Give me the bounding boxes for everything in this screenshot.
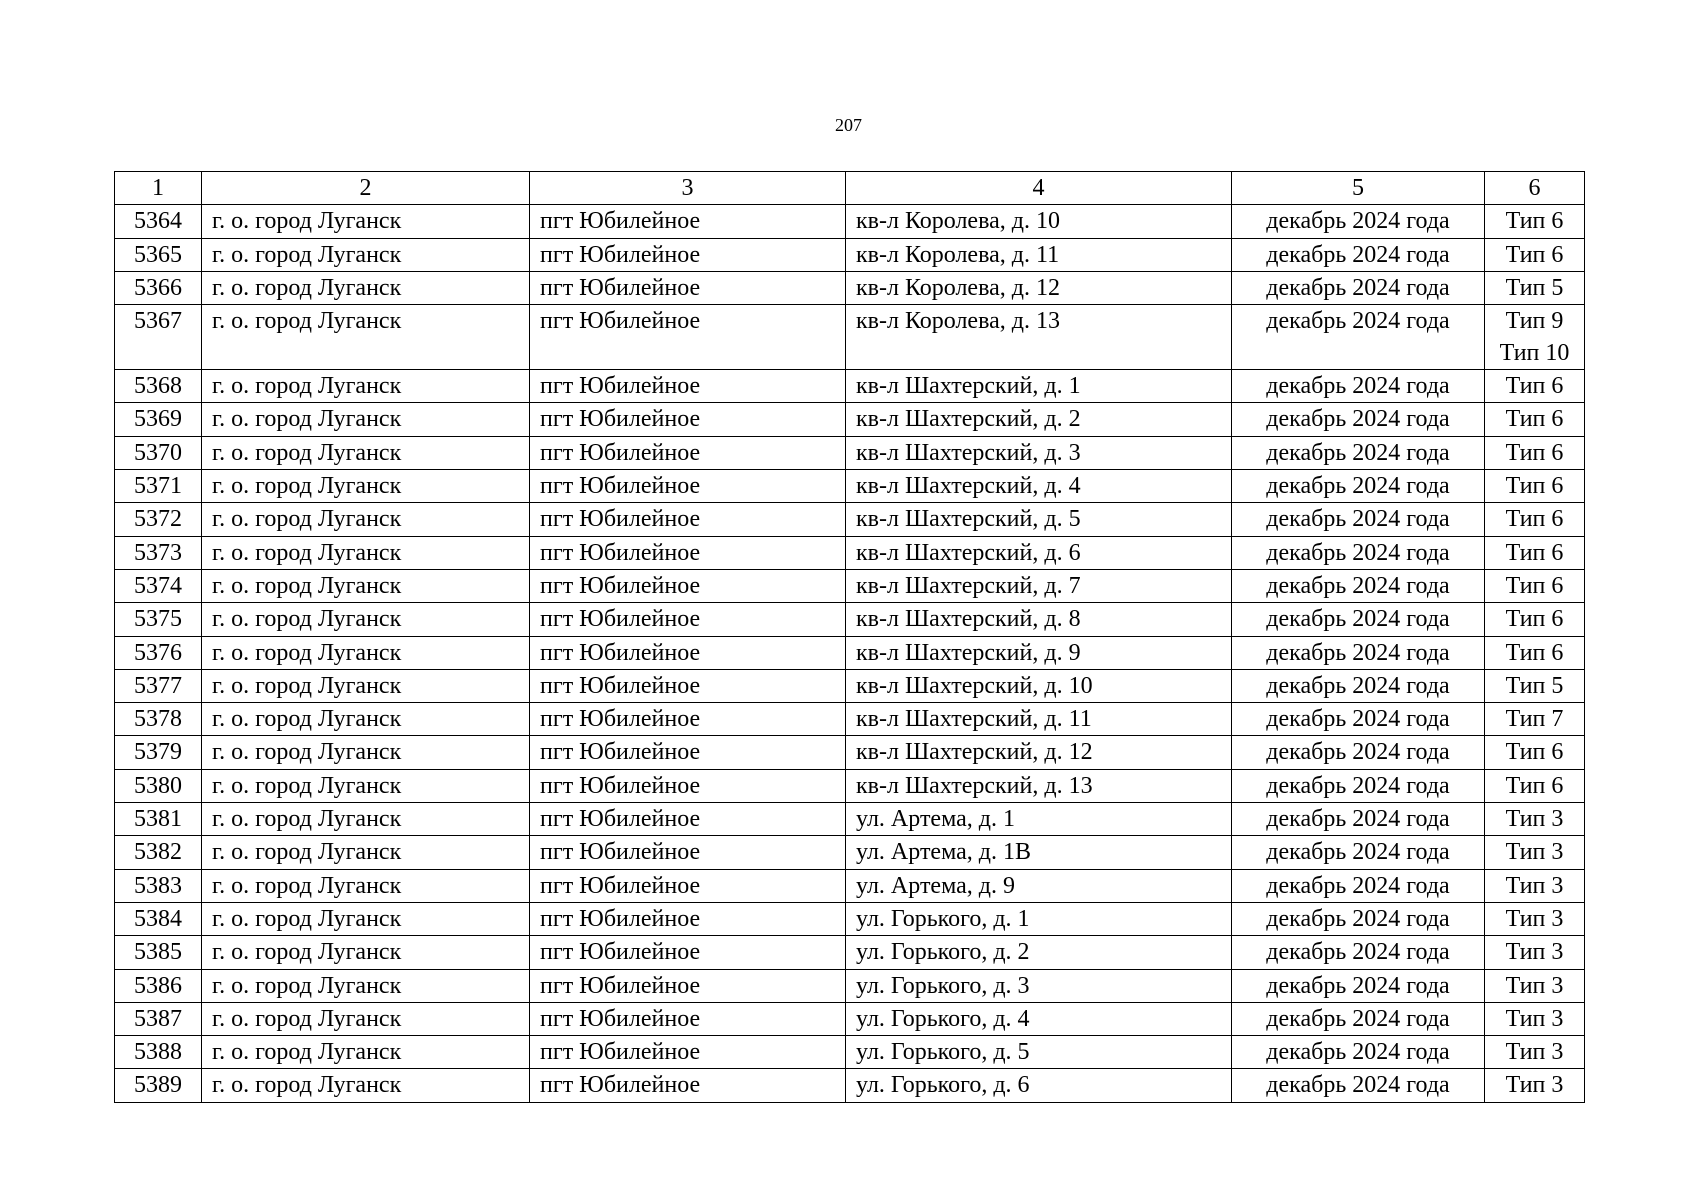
date-cell: декабрь 2024 года: [1232, 569, 1485, 602]
locality-cell: пгт Юбилейное: [530, 536, 846, 569]
table-row: [115, 1036, 1585, 1069]
type-label: Тип 5: [1505, 274, 1564, 301]
district-cell: г. о. город Луганск: [202, 436, 530, 469]
date-cell: декабрь 2024 года: [1232, 603, 1485, 636]
locality-cell: пгт Юбилейное: [530, 703, 846, 736]
address-cell: кв-л Шахтерский, д. 5: [846, 503, 1232, 536]
district-cell: г. о. город Луганск: [202, 305, 530, 370]
locality-cell: пгт Юбилейное: [530, 869, 846, 902]
row-number-cell: 5389: [115, 1069, 202, 1102]
locality-cell: пгт Юбилейное: [530, 803, 846, 836]
table-row: [115, 736, 1585, 769]
table-row: [115, 503, 1585, 536]
type-cell: [1485, 403, 1585, 436]
table-row: [115, 769, 1585, 802]
row-number-cell: 5386: [115, 969, 202, 1002]
type-cell: [1485, 238, 1585, 271]
locality-cell: пгт Юбилейное: [530, 636, 846, 669]
row-number-cell: 5385: [115, 936, 202, 969]
row-number-cell: 5380: [115, 769, 202, 802]
district-cell: г. о. город Луганск: [202, 603, 530, 636]
locality-cell: пгт Юбилейное: [530, 503, 846, 536]
column-header-6: 6: [1485, 172, 1585, 205]
locality-cell: пгт Юбилейное: [530, 969, 846, 1002]
address-cell: ул. Горького, д. 6: [846, 1069, 1232, 1102]
district-cell: г. о. город Луганск: [202, 769, 530, 802]
table-row: [115, 470, 1585, 503]
table-row: [115, 238, 1585, 271]
date-cell: декабрь 2024 года: [1232, 636, 1485, 669]
district-cell: г. о. город Луганск: [202, 271, 530, 304]
date-cell: декабрь 2024 года: [1232, 305, 1485, 370]
table-row: [115, 936, 1585, 969]
type-cell: [1485, 436, 1585, 469]
table-body: [115, 205, 1585, 1102]
district-cell: г. о. город Луганск: [202, 370, 530, 403]
type-cell: [1485, 536, 1585, 569]
table-row: [115, 569, 1585, 602]
row-number-cell: 5371: [115, 470, 202, 503]
locality-cell: пгт Юбилейное: [530, 669, 846, 702]
row-number-cell: 5373: [115, 536, 202, 569]
address-cell: ул. Горького, д. 3: [846, 969, 1232, 1002]
type-label: Тип 3: [1505, 839, 1564, 866]
type-label: Тип 6: [1505, 506, 1564, 533]
type-label: Тип 6: [1505, 373, 1564, 400]
district-cell: г. о. город Луганск: [202, 569, 530, 602]
type-cell: [1485, 769, 1585, 802]
row-number-cell: 5365: [115, 238, 202, 271]
district-cell: г. о. город Луганск: [202, 1002, 530, 1035]
locality-cell: пгт Юбилейное: [530, 736, 846, 769]
type-cell: [1485, 1069, 1585, 1102]
address-cell: кв-л Шахтерский, д. 9: [846, 636, 1232, 669]
type-cell: [1485, 305, 1585, 370]
district-cell: г. о. город Луганск: [202, 803, 530, 836]
locality-cell: пгт Юбилейное: [530, 1002, 846, 1035]
date-cell: декабрь 2024 года: [1232, 503, 1485, 536]
address-cell: ул. Горького, д. 2: [846, 936, 1232, 969]
table-row: [115, 969, 1585, 1002]
address-cell: ул. Горького, д. 5: [846, 1036, 1232, 1069]
type-label: Тип 6: [1505, 539, 1564, 566]
locality-cell: пгт Юбилейное: [530, 936, 846, 969]
type-cell: [1485, 503, 1585, 536]
type-label: Тип 3: [1505, 806, 1564, 833]
date-cell: декабрь 2024 года: [1232, 238, 1485, 271]
table-row: [115, 902, 1585, 935]
row-number-cell: 5379: [115, 736, 202, 769]
locality-cell: пгт Юбилейное: [530, 238, 846, 271]
district-cell: г. о. город Луганск: [202, 902, 530, 935]
address-cell: кв-л Королева, д. 13: [846, 305, 1232, 370]
district-cell: г. о. город Луганск: [202, 669, 530, 702]
type-label: Тип 9: [1505, 308, 1564, 335]
address-cell: кв-л Шахтерский, д. 11: [846, 703, 1232, 736]
type-label: Тип 3: [1505, 872, 1564, 899]
address-cell: кв-л Королева, д. 12: [846, 271, 1232, 304]
type-cell: [1485, 836, 1585, 869]
type-label: Тип 6: [1505, 208, 1564, 235]
type-label: Тип 3: [1505, 1072, 1564, 1099]
type-label: Тип 10: [1499, 340, 1570, 367]
type-label: Тип 7: [1505, 706, 1564, 733]
type-label: Тип 6: [1505, 572, 1564, 599]
type-cell: [1485, 803, 1585, 836]
table-row: [115, 669, 1585, 702]
row-number-cell: 5378: [115, 703, 202, 736]
locality-cell: пгт Юбилейное: [530, 603, 846, 636]
type-label: Тип 6: [1505, 772, 1564, 799]
page-number: 207: [835, 115, 862, 135]
address-cell: ул. Артема, д. 1: [846, 803, 1232, 836]
row-number-cell: 5370: [115, 436, 202, 469]
table-row: [115, 703, 1585, 736]
column-header-5: 5: [1232, 172, 1485, 205]
type-cell: [1485, 603, 1585, 636]
row-number-cell: 5376: [115, 636, 202, 669]
column-header-3: 3: [530, 172, 846, 205]
date-cell: декабрь 2024 года: [1232, 436, 1485, 469]
data-table: [114, 171, 1585, 1103]
type-cell: [1485, 271, 1585, 304]
date-cell: декабрь 2024 года: [1232, 836, 1485, 869]
address-cell: кв-л Королева, д. 11: [846, 238, 1232, 271]
date-cell: декабрь 2024 года: [1232, 1002, 1485, 1035]
date-cell: декабрь 2024 года: [1232, 1069, 1485, 1102]
date-cell: декабрь 2024 года: [1232, 902, 1485, 935]
type-cell: [1485, 736, 1585, 769]
address-cell: кв-л Шахтерский, д. 12: [846, 736, 1232, 769]
row-number-cell: 5374: [115, 569, 202, 602]
table-row: [115, 1069, 1585, 1102]
date-cell: декабрь 2024 года: [1232, 669, 1485, 702]
locality-cell: пгт Юбилейное: [530, 370, 846, 403]
date-cell: декабрь 2024 года: [1232, 869, 1485, 902]
date-cell: декабрь 2024 года: [1232, 769, 1485, 802]
type-cell: [1485, 969, 1585, 1002]
locality-cell: пгт Юбилейное: [530, 205, 846, 238]
date-cell: декабрь 2024 года: [1232, 736, 1485, 769]
locality-cell: пгт Юбилейное: [530, 902, 846, 935]
row-number-cell: 5382: [115, 836, 202, 869]
table-row: [115, 603, 1585, 636]
type-cell: [1485, 370, 1585, 403]
row-number-cell: 5368: [115, 370, 202, 403]
type-cell: [1485, 636, 1585, 669]
date-cell: декабрь 2024 года: [1232, 803, 1485, 836]
district-cell: г. о. город Луганск: [202, 869, 530, 902]
row-number-cell: 5369: [115, 403, 202, 436]
address-cell: кв-л Шахтерский, д. 3: [846, 436, 1232, 469]
locality-cell: пгт Юбилейное: [530, 569, 846, 602]
district-cell: г. о. город Луганск: [202, 1069, 530, 1102]
type-cell: [1485, 569, 1585, 602]
table-header-row: [115, 172, 1585, 205]
row-number-cell: 5375: [115, 603, 202, 636]
column-header-1: 1: [115, 172, 202, 205]
type-cell: [1485, 902, 1585, 935]
type-label: Тип 6: [1505, 473, 1564, 500]
date-cell: декабрь 2024 года: [1232, 205, 1485, 238]
locality-cell: пгт Юбилейное: [530, 436, 846, 469]
district-cell: г. о. город Луганск: [202, 205, 530, 238]
address-cell: кв-л Шахтерский, д. 8: [846, 603, 1232, 636]
date-cell: декабрь 2024 года: [1232, 936, 1485, 969]
address-cell: кв-л Шахтерский, д. 1: [846, 370, 1232, 403]
table-row: [115, 1002, 1585, 1035]
address-cell: кв-л Шахтерский, д. 13: [846, 769, 1232, 802]
address-cell: кв-л Шахтерский, д. 4: [846, 470, 1232, 503]
type-cell: [1485, 205, 1585, 238]
type-label: Тип 3: [1505, 905, 1564, 932]
row-number-cell: 5383: [115, 869, 202, 902]
row-number-cell: 5381: [115, 803, 202, 836]
district-cell: г. о. город Луганск: [202, 969, 530, 1002]
table-row: [115, 836, 1585, 869]
district-cell: г. о. город Луганск: [202, 1036, 530, 1069]
table-row: [115, 305, 1585, 370]
type-label: Тип 6: [1505, 639, 1564, 666]
type-label: Тип 6: [1505, 241, 1564, 268]
date-cell: декабрь 2024 года: [1232, 370, 1485, 403]
district-cell: г. о. город Луганск: [202, 936, 530, 969]
address-cell: кв-л Шахтерский, д. 2: [846, 403, 1232, 436]
date-cell: декабрь 2024 года: [1232, 969, 1485, 1002]
district-cell: г. о. город Луганск: [202, 703, 530, 736]
type-label: Тип 3: [1505, 972, 1564, 999]
type-cell: [1485, 1002, 1585, 1035]
district-cell: г. о. город Луганск: [202, 736, 530, 769]
row-number-cell: 5372: [115, 503, 202, 536]
locality-cell: пгт Юбилейное: [530, 769, 846, 802]
locality-cell: пгт Юбилейное: [530, 271, 846, 304]
type-label: Тип 6: [1505, 439, 1564, 466]
locality-cell: пгт Юбилейное: [530, 836, 846, 869]
type-label: Тип 3: [1505, 1039, 1564, 1066]
column-header-4: 4: [846, 172, 1232, 205]
date-cell: декабрь 2024 года: [1232, 271, 1485, 304]
table-row: [115, 536, 1585, 569]
column-header-2: 2: [202, 172, 530, 205]
row-number-cell: 5384: [115, 902, 202, 935]
address-cell: ул. Артема, д. 1В: [846, 836, 1232, 869]
locality-cell: пгт Юбилейное: [530, 305, 846, 370]
table-row: [115, 271, 1585, 304]
row-number-cell: 5367: [115, 305, 202, 370]
date-cell: декабрь 2024 года: [1232, 470, 1485, 503]
table-row: [115, 370, 1585, 403]
district-cell: г. о. город Луганск: [202, 536, 530, 569]
type-label: Тип 3: [1505, 939, 1564, 966]
row-number-cell: 5387: [115, 1002, 202, 1035]
type-cell: [1485, 1036, 1585, 1069]
type-label: Тип 6: [1505, 406, 1564, 433]
address-cell: кв-л Шахтерский, д. 10: [846, 669, 1232, 702]
row-number-cell: 5388: [115, 1036, 202, 1069]
type-cell: [1485, 869, 1585, 902]
type-label: Тип 3: [1505, 1005, 1564, 1032]
table-row: [115, 636, 1585, 669]
district-cell: г. о. город Луганск: [202, 503, 530, 536]
type-cell: [1485, 703, 1585, 736]
address-cell: ул. Горького, д. 4: [846, 1002, 1232, 1035]
table-row: [115, 403, 1585, 436]
table-row: [115, 205, 1585, 238]
type-cell: [1485, 936, 1585, 969]
type-label: Тип 6: [1505, 739, 1564, 766]
address-cell: кв-л Шахтерский, д. 6: [846, 536, 1232, 569]
locality-cell: пгт Юбилейное: [530, 470, 846, 503]
locality-cell: пгт Юбилейное: [530, 403, 846, 436]
district-cell: г. о. город Луганск: [202, 636, 530, 669]
type-label: Тип 6: [1505, 606, 1564, 633]
district-cell: г. о. город Луганск: [202, 470, 530, 503]
type-label: Тип 5: [1505, 672, 1564, 699]
date-cell: декабрь 2024 года: [1232, 403, 1485, 436]
address-cell: кв-л Королева, д. 10: [846, 205, 1232, 238]
locality-cell: пгт Юбилейное: [530, 1069, 846, 1102]
row-number-cell: 5366: [115, 271, 202, 304]
district-cell: г. о. город Луганск: [202, 238, 530, 271]
row-number-cell: 5377: [115, 669, 202, 702]
date-cell: декабрь 2024 года: [1232, 536, 1485, 569]
district-cell: г. о. город Луганск: [202, 403, 530, 436]
address-cell: ул. Горького, д. 1: [846, 902, 1232, 935]
type-cell: [1485, 470, 1585, 503]
row-number-cell: 5364: [115, 205, 202, 238]
district-cell: г. о. город Луганск: [202, 836, 530, 869]
locality-cell: пгт Юбилейное: [530, 1036, 846, 1069]
table-row: [115, 803, 1585, 836]
type-cell: [1485, 669, 1585, 702]
address-cell: ул. Артема, д. 9: [846, 869, 1232, 902]
date-cell: декабрь 2024 года: [1232, 1036, 1485, 1069]
date-cell: декабрь 2024 года: [1232, 703, 1485, 736]
table-row: [115, 869, 1585, 902]
address-cell: кв-л Шахтерский, д. 7: [846, 569, 1232, 602]
table-row: [115, 436, 1585, 469]
